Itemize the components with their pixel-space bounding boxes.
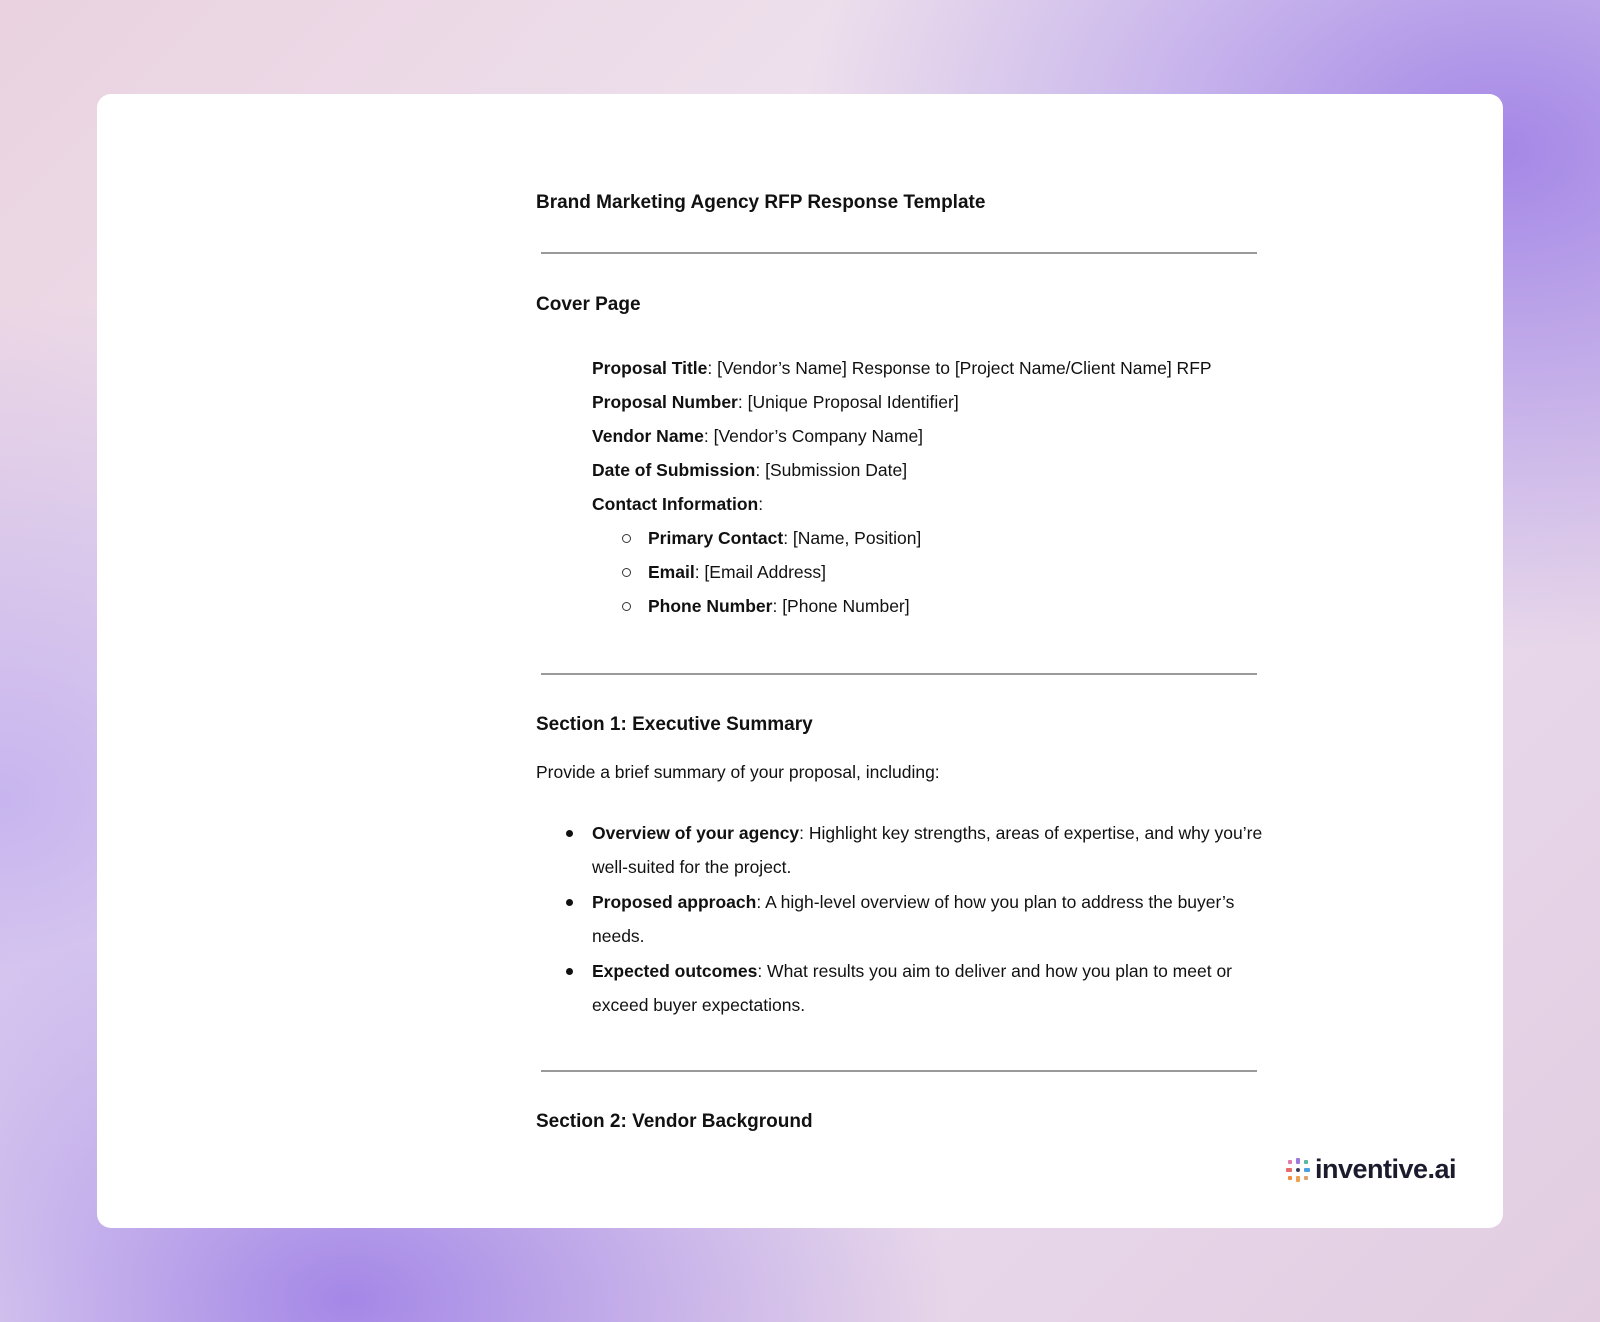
bullet-icon — [566, 899, 573, 906]
divider — [541, 1070, 1257, 1072]
inventive-logo — [1285, 1154, 1456, 1185]
divider — [541, 673, 1257, 675]
document-card — [97, 94, 1503, 1228]
divider — [541, 252, 1257, 254]
section-2-heading: Section 2: Vendor Background — [536, 1111, 813, 1132]
section-1-intro: Provide a brief summary of your proposal, including: — [536, 762, 940, 782]
contact-information-field: Contact Information: — [592, 494, 764, 514]
email-item: Email: [Email Address] — [648, 562, 826, 583]
vendor-name-field: Vendor Name: [Vendor’s Company Name] — [592, 426, 924, 446]
logo-text: inventive.ai — [1315, 1154, 1457, 1184]
bullet-item: Overview of your agency: Highlight key strengths, areas of expertise, and why you’re well-suited for the project. — [592, 816, 1272, 884]
phone-number-item: Phone Number: [Phone Number] — [648, 596, 910, 617]
cover-page-heading: Cover Page — [536, 294, 641, 315]
bullet-item: Expected outcomes: What results you aim to deliver and how you plan to meet or exceed buyer expectations. — [592, 954, 1272, 1022]
hollow-bullet-icon — [622, 602, 631, 611]
primary-contact-item: Primary Contact: [Name, Position] — [648, 528, 921, 549]
bullet-item: Proposed approach: A high-level overview of how you plan to address the buyer’s needs. — [592, 885, 1272, 953]
proposal-title-field: Proposal Title: [Vendor’s Name] Response to [Project Name/Client Name] RFP — [592, 358, 1212, 378]
section-1-heading: Section 1: Executive Summary — [536, 714, 813, 735]
date-of-submission-field: Date of Submission: [Submission Date] — [592, 460, 908, 480]
bullet-icon — [566, 968, 573, 975]
inventive-spark-logo-icon — [1285, 1157, 1311, 1183]
hollow-bullet-icon — [622, 568, 631, 577]
hollow-bullet-icon — [622, 534, 631, 543]
document-title: Brand Marketing Agency RFP Response Template — [536, 192, 986, 213]
bullet-icon — [566, 830, 573, 837]
proposal-number-field: Proposal Number: [Unique Proposal Identifier] — [592, 392, 959, 412]
